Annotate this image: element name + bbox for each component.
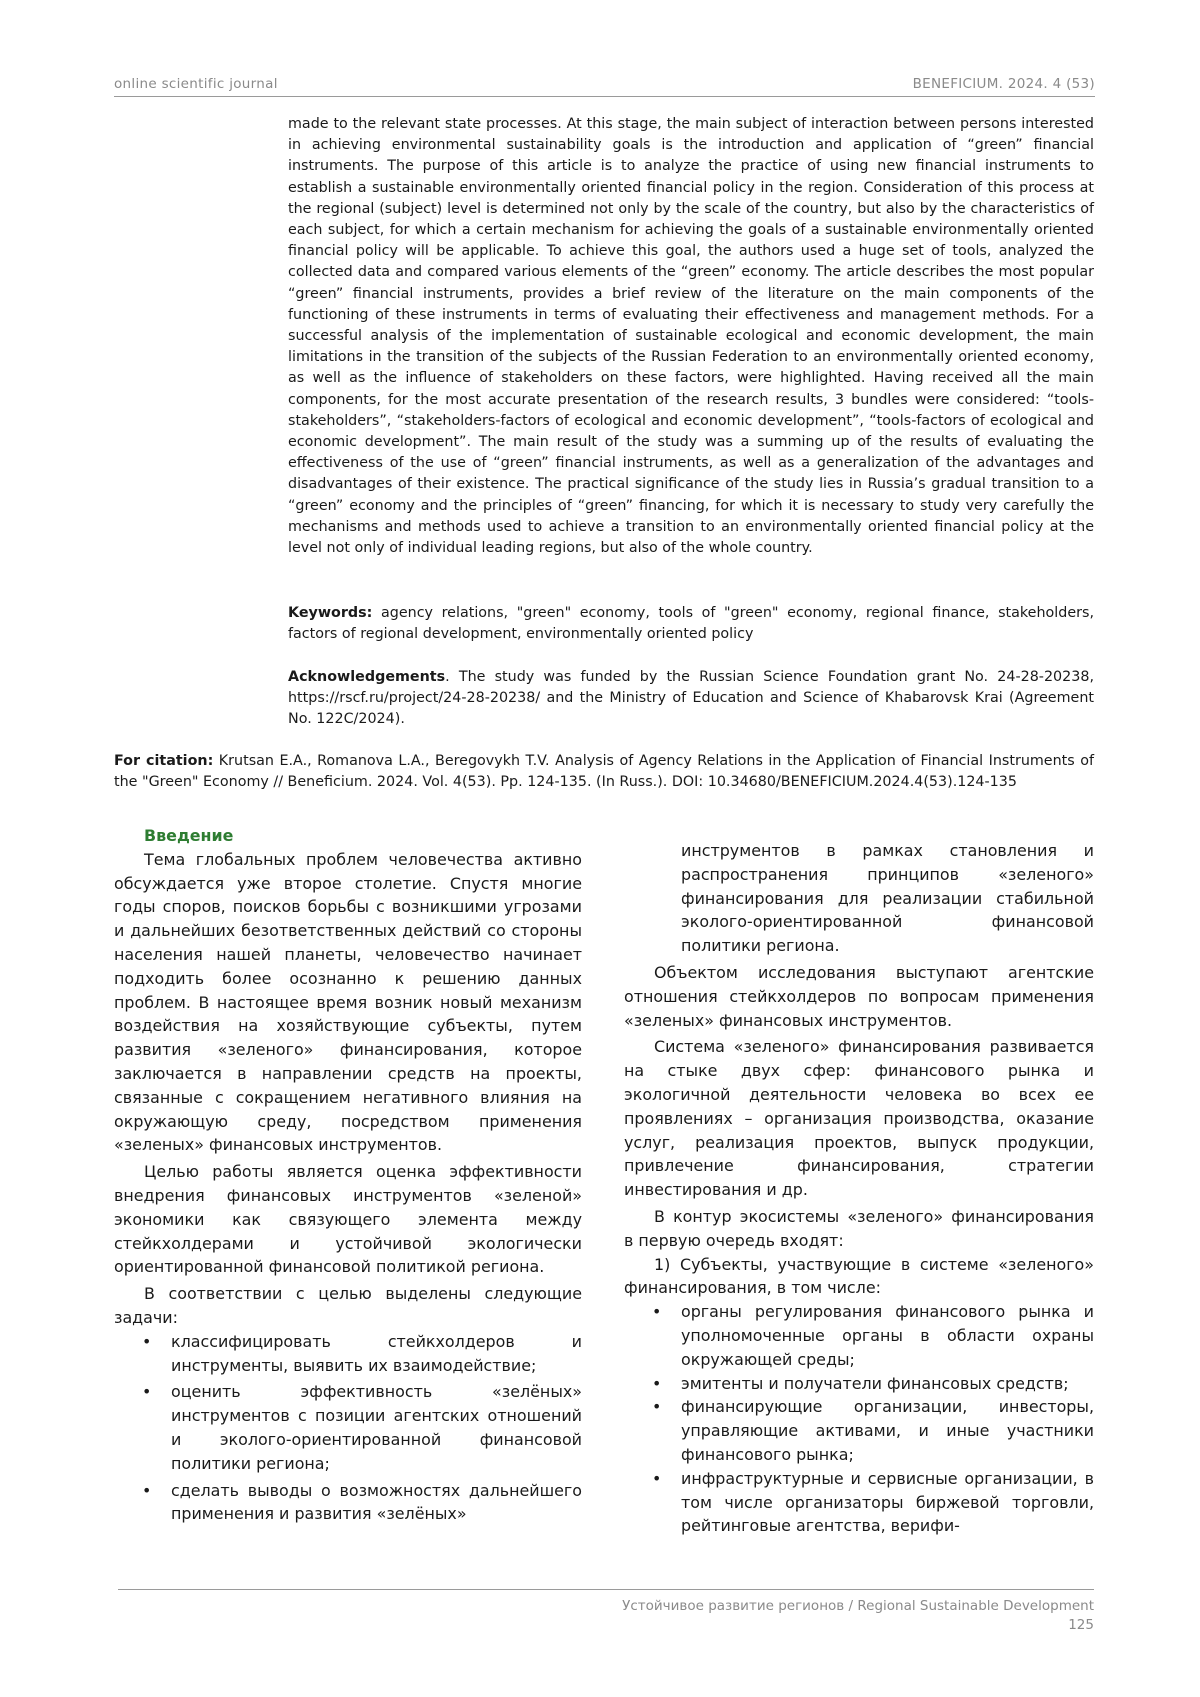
list-item: • органы регулирования финансового рынка и уполномоченные органы в области охраны окружающей среды; [652,1302,1094,1369]
intro-paragraph-5: Система «зеленого» финансирования развивается на стыке двух сфер: финансового рынка и экологичной деятельности человека во всех ее проявлениях – организация производства, оказание услуг, реализация проектов, выпуск продукции, привлечение финансирования, стратегии инвестирования и др. [624,1037,1094,1200]
keywords [288,603,1094,645]
citation-label: For citation: [114,753,214,769]
right-column [624,839,1094,1538]
bullet-icon: • [142,1480,152,1500]
journal-type-label: online scientific journal [114,76,278,92]
left-column [114,824,582,1526]
bullet-icon: • [652,1373,662,1393]
keywords-label: Keywords: [288,605,373,621]
acknowledgements-label: Acknowledgements [288,669,446,685]
abstract-text: made to the relevant state processes. At this stage, the main subject of interaction between persons interested in achieving environmental sustainability goals is the introduction and application of “green” financial instruments. The purpose of this article is to analyze the practice of using new financial instruments to establish a sustainable environmentally oriented financial policy in the region. Consideration of this process at the regional (subject) level is determined not only by the scale of the country, but also by the characteristics of each subject, for which a certain mechanism for achieving the goals of a sustainable environmentally oriented financial policy will be applicable. To achieve this goal, the authors used a huge set of tools, analyzed the collected data and compared various elements of the “green” economy. The article describes the most popular “green” financial instruments, provides a brief review of the literature on the main components of the functioning of these instruments in terms of evaluating their effectiveness and management methods. For a successful analysis of the implementation of sustainable ecological and economic development, the main limitations in the transition of the subjects of the Russian Federation to an environmentally oriented economy, as well as the influence of stakeholders on these factors, were highlighted. Having received all the main components, for the most accurate presentation of the research results, 3 bundles were considered: “tools-stakeholders”, “stakeholders-factors of ecological and economic development”, “tools-factors of ecological and economic development”. The main result of the study was a summing up of the results of evaluating the effectiveness of the use of “green” financial instruments, as well as a generalization of the advantages and disadvantages of their existence. The practical significance of the study lies in Russia’s gradual transition to a “green” economy and the principles of “green” financing, for which it is necessary to study very carefully the mechanisms and methods used to achieve a transition to an environmentally oriented financial policy at the level not only of individual leading regions, but also of the whole country. [288,116,1094,557]
intro-paragraph-7: 1) Субъекты, участвующие в системе «зеленого» финансирования, в том числе: [624,1254,1094,1298]
list-item: • инфраструктурные и сервисные организации, в том числе организаторы биржевой торговли, рейтинговые агентства, верифи- [652,1468,1094,1536]
bullet-icon: • [652,1302,662,1322]
page-number: 125 [1068,1617,1094,1633]
citation-text: Krutsan E.A., Romanova L.A., Beregovykh T.V. Analysis of Agency Relations in the Application of Financial Instruments of the "Green" Economy // Beneficium. 2024. Vol. 4(53). Pp. 124-135. (In Russ.). DOI: 10.34680/BENEFICIUM.2024.4(53).124-135 [114,753,1094,791]
bullet-icon: • [652,1397,662,1417]
bullet-icon: • [652,1468,662,1488]
intro-paragraph-1: Тема глобальных проблем человечества активно обсуждается уже второе столетие. Спустя многие годы споров, поисков борьбы с возникшими угрозами и дальнейших безответственных действий со стороны населения нашей планеты, человечество начинает подходить более осознанно к решению данных проблем. В настоящее время возник новый механизм воздействия на хозяйствующие субъекты, путем развития «зеленого» финансирования, которое заключается в направлении средств на проекты, связанные с сокращением негативного влияния на окружающую среду, посредством применения «зеленых» финансовых инструментов. [114,849,582,1155]
intro-paragraph-6: В контур экосистемы «зеленого» финансирования в первую очередь входят: [624,1206,1094,1250]
tasks-list [114,1330,582,1526]
journal-issue-label: BENEFICIUM. 2024. 4 (53) [912,76,1095,92]
footer-divider [118,1589,1094,1590]
intro-paragraph-4: Объектом исследования выступают агентские отношения стейкхолдеров по вопросам применения «зеленых» финансовых инструментов. [624,962,1094,1030]
acknowledgements [288,667,1094,731]
task-continuation: инструментов в рамках становления и распространения принципов «зеленого» финансирования для реализации стабильной эколого-ориентированной финансовой политики региона. [681,841,1094,956]
section-heading-intro: Введение [144,826,234,845]
list-item: • классифицировать стейкхолдеров и инструменты, выявить их взаимодействие; [142,1331,582,1375]
footer-journal-title: Устойчивое развитие регионов / Regional Sustainable Development [622,1598,1094,1614]
subjects-list [624,1300,1094,1538]
citation [114,751,1094,793]
list-item: • эмитенты и получатели финансовых средств; [624,1372,1094,1396]
keywords-text: agency relations, "green" economy, tools of "green" economy, regional finance, stakeholders, factors of regional development, environmentally oriented policy [288,605,1094,643]
intro-paragraph-3: В соответствии с целью выделены следующие задачи: [114,1284,582,1327]
bullet-icon: • [142,1382,152,1402]
list-item: • оценить эффективность «зелёных» инструментов с позиции агентских отношений и эколого-ориентированной финансовой политики региона; [142,1382,582,1473]
intro-paragraph-2: Целью работы является оценка эффективности внедрения финансовых инструментов «зеленой» экономики как связующего элемента между стейкхолдерами и устойчивой экологически ориентированной финансовой политикой региона. [114,1162,582,1277]
running-footer [622,1597,1094,1635]
bullet-icon: • [142,1331,152,1351]
acknowledgements-text: . The study was funded by the Russian Science Foundation grant No. 24-28-20238, https://rscf.ru/project/24-28-20238/ and the Ministry of Education and Science of Khabarovsk Krai (Agreement No. 122С/2024). [288,669,1094,728]
list-item: • финансирующие организации, инвесторы, управляющие активами, и иные участники финансового рынка; [652,1397,1094,1464]
running-header [114,70,1095,97]
list-item: • сделать выводы о возможностях дальнейшего применения и развития «зелёных» [142,1480,582,1524]
